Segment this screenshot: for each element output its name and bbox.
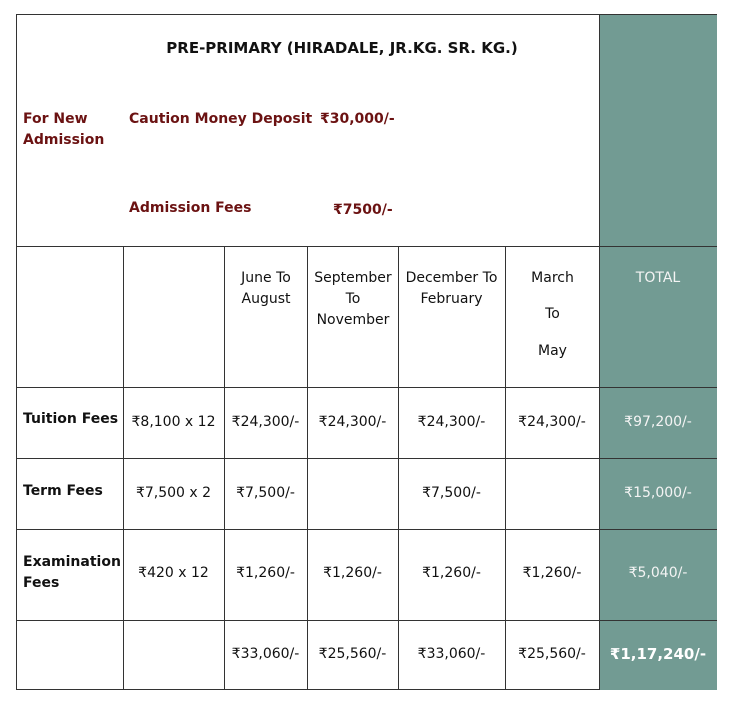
tuition-march: ₹24,300/-	[518, 414, 586, 430]
sum-march: ₹25,560/-	[518, 646, 586, 662]
col-header-march-may: May	[538, 343, 567, 359]
col-divider	[599, 15, 600, 690]
col-divider	[224, 246, 225, 690]
row-label-tuition: Tuition Fees	[23, 411, 119, 427]
tuition-total: ₹97,200/-	[624, 414, 692, 430]
fee-table	[16, 14, 717, 690]
tuition-dec: ₹24,300/-	[417, 414, 486, 430]
exam-march: ₹1,260/-	[522, 565, 582, 581]
col-header-june: June To August	[241, 270, 291, 307]
tuition-sept: ₹24,300/-	[318, 414, 387, 430]
row-divider	[17, 529, 717, 530]
col-header-dec: December To February	[405, 270, 498, 307]
row-divider	[17, 620, 717, 621]
col-header-march: March	[531, 270, 574, 286]
sum-sept: ₹25,560/-	[318, 646, 387, 662]
sum-dec: ₹33,060/-	[417, 646, 486, 662]
exam-total: ₹5,040/-	[628, 565, 688, 581]
row-divider	[17, 387, 717, 388]
admission-fees-amount: ₹7500/-	[333, 202, 393, 218]
col-divider	[123, 246, 124, 690]
col-header-march-to: To	[545, 306, 560, 322]
tuition-rate: ₹8,100 x 12	[131, 414, 216, 430]
row-divider	[17, 246, 717, 247]
page-title: PRE-PRIMARY (HIRADALE, JR.KG. SR. KG.)	[166, 39, 518, 57]
total-column	[599, 15, 717, 690]
exam-june: ₹1,260/-	[236, 565, 295, 581]
col-divider	[398, 246, 399, 690]
row-label-exam: Examination Fees	[23, 554, 121, 591]
col-header-total: TOTAL	[635, 270, 681, 286]
exam-rate: ₹420 x 12	[138, 565, 209, 581]
row-divider	[17, 458, 717, 459]
admission-fees-label: Admission Fees	[129, 200, 252, 216]
term-rate: ₹7,500 x 2	[135, 485, 212, 501]
admission-label: For New Admission	[23, 111, 105, 148]
exam-dec: ₹1,260/-	[422, 565, 481, 581]
row-label-term: Term Fees	[23, 483, 103, 499]
caution-amount: ₹30,000/-	[320, 111, 395, 127]
term-dec: ₹7,500/-	[422, 485, 481, 501]
tuition-june: ₹24,300/-	[231, 414, 300, 430]
exam-sept: ₹1,260/-	[323, 565, 382, 581]
caution-label: Caution Money Deposit	[129, 111, 313, 127]
col-header-sept: September To November	[314, 270, 392, 328]
sum-june: ₹33,060/-	[231, 646, 300, 662]
grand-total: ₹1,17,240/-	[609, 645, 707, 663]
term-total: ₹15,000/-	[624, 485, 692, 501]
term-june: ₹7,500/-	[236, 485, 295, 501]
